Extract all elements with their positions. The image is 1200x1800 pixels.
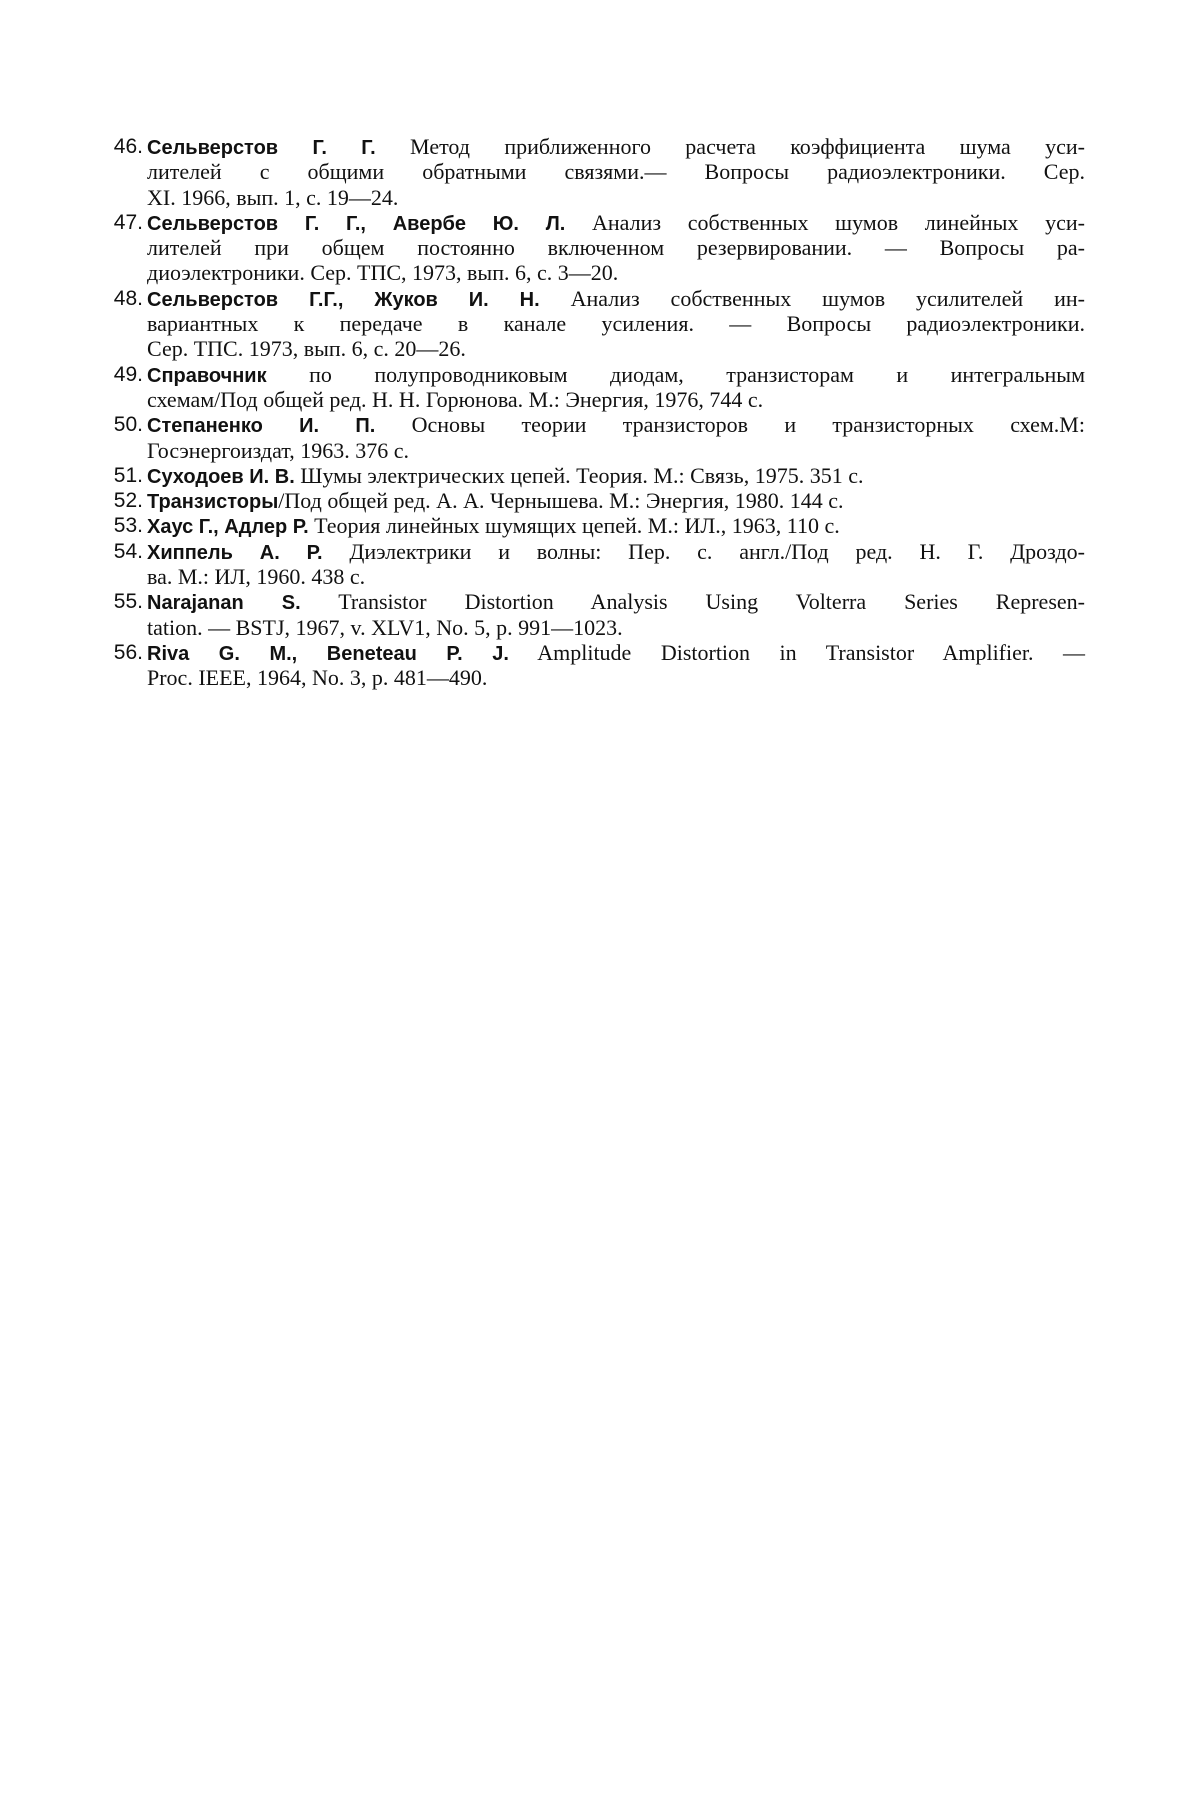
reference-number: 49.: [113, 362, 143, 386]
reference-text: tation. — BSTJ, 1967, v. XLV1, No. 5, p. 991—1023.: [147, 614, 623, 640]
reference-author: Riva G. M., Beneteau P. J.: [147, 642, 509, 665]
reference-author: Сельверстов Г.Г., Жуков И. Н.: [147, 288, 540, 311]
reference-text: вариантных к передаче в канале усиления. — Вопросы радиоэлектроники.: [147, 311, 1085, 337]
reference-line: [147, 615, 1085, 640]
reference-line: [147, 311, 1085, 336]
reference-text: Анализ собственных шумов линейных уси-: [565, 209, 1085, 235]
reference-number: 50.: [113, 413, 143, 437]
reference-line: [147, 640, 1085, 665]
reference-entry: [95, 362, 1085, 413]
reference-author: Хаус Г., Адлер Р.: [147, 516, 309, 539]
reference-number: 51.: [113, 463, 143, 487]
reference-text: Amplitude Distortion in Transistor Amplifier. —: [508, 639, 1085, 665]
reference-line: [147, 185, 1085, 210]
reference-line: [147, 438, 1085, 463]
reference-line: [147, 159, 1085, 184]
reference-text: /Под общей ред. А. А. Чернышева. М.: Энергия, 1980. 144 с.: [278, 488, 844, 514]
reference-line: [147, 336, 1085, 361]
reference-number: 46.: [113, 135, 143, 158]
reference-text: Сер. ТПС. 1973, вып. 6, с. 20—26.: [147, 336, 466, 362]
reference-line: [147, 362, 1085, 387]
reference-author: Хиппель А. Р.: [147, 541, 323, 564]
reference-text: лителей при общем постоянно включенном резервировании. — Вопросы ра-: [147, 235, 1085, 261]
reference-line: [147, 539, 1085, 564]
reference-entry: [95, 134, 1085, 210]
reference-entry: [95, 640, 1085, 691]
reference-number: 52.: [113, 489, 143, 513]
reference-line: [147, 210, 1085, 235]
reference-number: 54.: [113, 539, 143, 563]
reference-number: 56.: [113, 640, 143, 664]
reference-line: [147, 260, 1085, 285]
reference-author: Сельверстов Г. Г., Авербе Ю. Л.: [147, 212, 566, 235]
reference-text: Госэнергоиздат, 1963. 376 с.: [147, 437, 410, 463]
reference-text: по полупроводниковым диодам, транзисторам и интегральным: [266, 361, 1085, 387]
reference-entry: [95, 463, 1085, 488]
reference-author: Narajanan S.: [147, 592, 301, 615]
reference-text: диоэлектроники. Сер. ТПС, 1973, вып. 6, с. 3—20.: [147, 260, 619, 286]
reference-number: 47.: [113, 210, 143, 234]
reference-number: 48.: [113, 286, 143, 310]
reference-line: [147, 589, 1085, 614]
reference-entry: [95, 539, 1085, 590]
reference-text: Основы теории транзисторов и транзисторных схем.М:: [375, 412, 1085, 438]
reference-line: [147, 235, 1085, 260]
reference-line: [147, 463, 1085, 488]
reference-entry: [95, 412, 1085, 463]
reference-line: [147, 564, 1085, 589]
reference-number: 55.: [113, 590, 143, 614]
reference-text: лителей с общими обратными связями.— Вопросы радиоэлектроники. Сер.: [147, 159, 1085, 185]
reference-line: [147, 513, 1085, 538]
reference-text: Метод приближенного расчета коэффициента шума уси-: [375, 134, 1085, 159]
reference-line: [147, 387, 1085, 412]
reference-line: [147, 488, 1085, 513]
reference-text: Proc. IEEE, 1964, No. 3, p. 481—490.: [147, 665, 488, 691]
reference-author: Транзисторы: [147, 491, 279, 514]
reference-author: Суходоев И. В.: [147, 465, 295, 488]
reference-line: [147, 286, 1085, 311]
reference-text: XI. 1966, вып. 1, с. 19—24.: [147, 184, 399, 210]
reference-entry: [95, 589, 1085, 640]
reference-entry: [95, 286, 1085, 362]
reference-list: [95, 134, 1085, 691]
reference-author: Сельверстов Г. Г.: [147, 137, 376, 159]
reference-text: Transistor Distortion Analysis Using Volterra Series Represen-: [300, 589, 1085, 615]
reference-line: [147, 134, 1085, 159]
reference-text: Анализ собственных шумов усилителей ин-: [539, 285, 1085, 311]
reference-text: схемам/Под общей ред. Н. Н. Горюнова. М.: Энергия, 1976, 744 с.: [147, 386, 764, 412]
reference-author: Степаненко И. П.: [147, 415, 376, 438]
reference-number: 53.: [113, 514, 143, 538]
reference-text: Диэлектрики и волны: Пер. с. англ./Под ред. Н. Г. Дроздо-: [322, 538, 1085, 564]
reference-entry: [95, 513, 1085, 538]
reference-text: Теория линейных шумящих цепей. М.: ИЛ., 1963, 110 с.: [308, 513, 840, 539]
reference-entry: [95, 210, 1085, 286]
reference-entry: [95, 488, 1085, 513]
reference-text: Шумы электрических цепей. Теория. М.: Связь, 1975. 351 с.: [294, 462, 864, 488]
reference-author: Справочник: [147, 364, 267, 387]
reference-line: [147, 412, 1085, 437]
reference-line: [147, 665, 1085, 690]
reference-text: ва. М.: ИЛ, 1960. 438 с.: [147, 564, 366, 590]
